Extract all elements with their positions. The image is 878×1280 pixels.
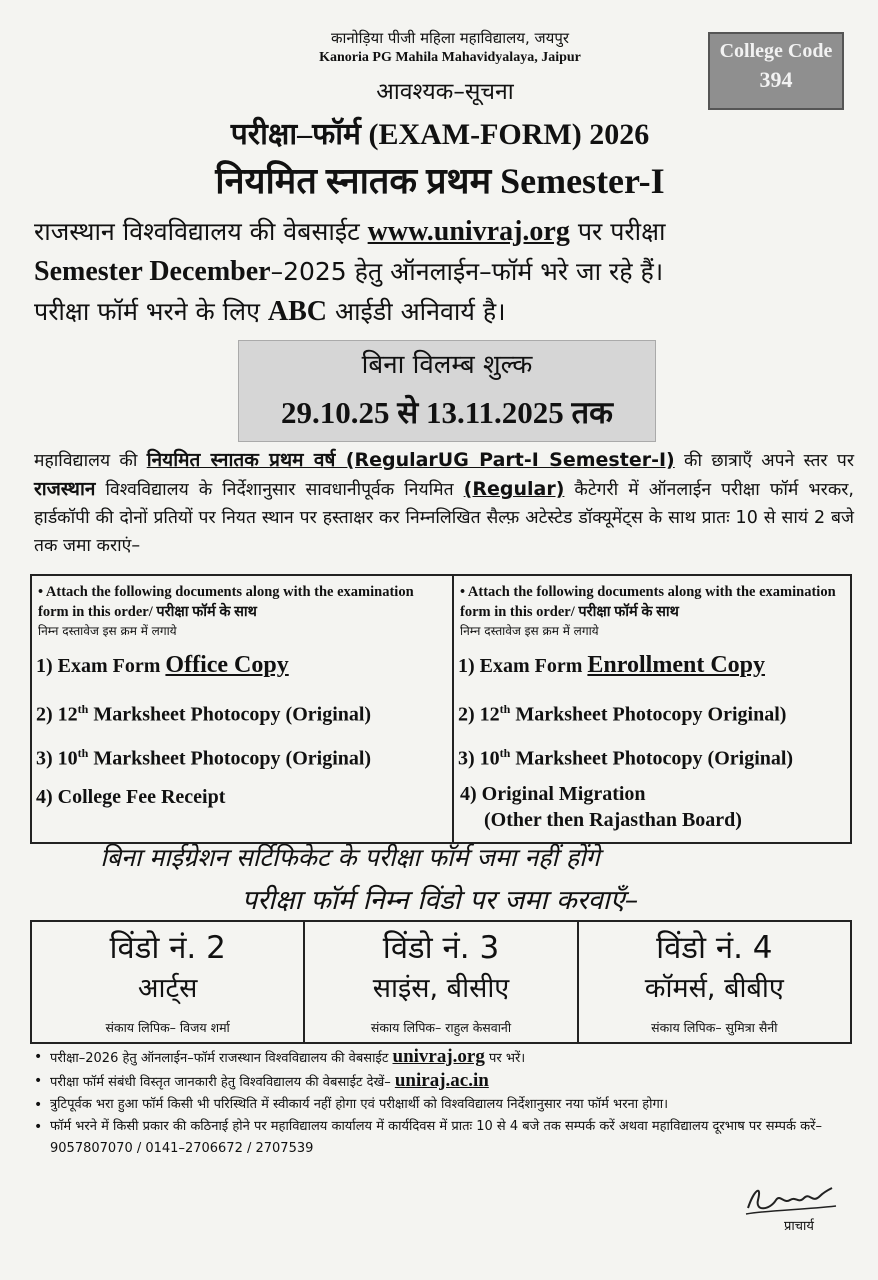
notice-heading: आवश्यक–सूचना	[376, 79, 514, 105]
bullet-icon: •	[34, 1119, 43, 1135]
window-number: विंडो नं. 2	[109, 930, 226, 966]
note-text-part: परीक्षा फॉर्म संबंधी विस्तृत जानकारी हेतु विश्वविद्यालय की वेबसाईट देखें–	[50, 1075, 395, 1090]
intro-text: आईडी अनिवार्य है।	[327, 297, 506, 326]
fee-box	[238, 340, 656, 442]
bullet-icon: •	[34, 1049, 43, 1065]
document-item-text: 3) 10	[36, 747, 78, 770]
document-item	[32, 645, 452, 689]
documents-intro-text: Attach the following documents along with the examination form in this order/ परीक्षा फॉर्म के साथ	[460, 584, 836, 620]
note-text: फॉर्म भरने में किसी प्रकार की कठिनाई होने पर महाविद्यालय कार्यालय में कार्यदिवस में प्रातः 10 से 4 बजे तक सम्पर्क करें अथवा महाविद्यालय दूरभाष पर सम्पर्क करें– 9057807070 / 0141–2706672 / 2707539	[50, 1119, 822, 1156]
principal-signature	[740, 1170, 840, 1220]
college-name-english: Kanoria PG Mahila Mahavidyalaya, Jaipur	[319, 50, 581, 65]
documents-intro-hindi: निम्न दस्तावेज इस क्रम में लगाये	[460, 624, 599, 638]
instruction-text: विश्वविद्यालय के निर्देशानुसार सावधानीपूर्वक नियमित	[95, 480, 464, 500]
document-item-text: Marksheet Photocopy (Original)	[88, 747, 372, 770]
windows-table	[30, 920, 852, 1044]
document-item-text: 2) 12	[36, 703, 78, 726]
note-text-part: पर भरें।	[484, 1051, 526, 1066]
document-item	[454, 689, 850, 733]
window-cell	[579, 922, 850, 1042]
college-code-title: College Code	[719, 40, 833, 62]
document-item-text: 1) Exam Form	[36, 655, 166, 677]
document-item	[32, 689, 452, 733]
document-item-text: Marksheet Photocopy (Original)	[510, 747, 794, 770]
college-code-box	[708, 32, 844, 110]
documents-intro-text: Attach the following documents along with the examination form in this order/ परीक्षा फॉर्म के साथ	[38, 584, 414, 620]
bullet-icon: •	[34, 1073, 43, 1089]
migration-note: बिना माईग्रेशन सर्टिफिकेट के परीक्षा फॉर्म जमा नहीं होंगे	[100, 843, 600, 872]
document-item-text: (Other then Rajasthan Board)	[484, 809, 742, 831]
window-faculty: कॉमर्स, बीबीए	[644, 973, 784, 1004]
intro-text: –2025 हेतु ऑनलाईन–फॉर्म भरे जा रहे हैं।	[270, 257, 664, 286]
instructions-paragraph	[34, 446, 854, 560]
college-code-value: 394	[759, 67, 793, 92]
semester-december: Semester December	[34, 256, 271, 287]
window-cell	[32, 922, 305, 1042]
note-text	[50, 1070, 489, 1094]
document-item	[454, 777, 850, 833]
note-text-part: परीक्षा–2026 हेतु ऑनलाईन–फॉर्म राजस्थान विश्वविद्यालय की वेबसाईट	[50, 1051, 393, 1066]
window-header: परीक्षा फॉर्म निम्न विंडो पर जमा करवाएँ–	[241, 885, 639, 916]
instruction-text: की छात्राएँ अपने स्तर पर	[674, 451, 854, 471]
note-item	[34, 1094, 854, 1116]
documents-intro-hindi: निम्न दस्तावेज इस क्रम में लगाये	[38, 624, 177, 638]
semester-title: नियमित स्नातक प्रथम Semester-I	[215, 161, 665, 201]
documents-column-office	[32, 576, 454, 842]
ordinal-suffix: th	[77, 702, 89, 716]
notes-list	[34, 1046, 854, 1160]
document-item-text: 2) 12	[458, 703, 500, 726]
document-item	[32, 733, 452, 777]
documents-column-enrollment	[454, 576, 850, 842]
documents-intro: • Attach the following documents along with the examination form in this order/ परीक्षा फॉर्म के साथ	[38, 584, 414, 620]
documents-intro: • Attach the following documents along with the examination form in this order/ परीक्षा फॉर्म के साथ	[460, 584, 836, 620]
window-clerk: संकाय लिपिक– सुमित्रा सैनी	[651, 1020, 778, 1035]
document-item: 4) College Fee Receipt	[36, 786, 226, 808]
intro-text: परीक्षा फॉर्म भरने के लिए	[34, 297, 268, 326]
uniraj-link[interactable]: uniraj.ac.in	[394, 1070, 489, 1091]
instruction-text: महाविद्यालय की	[34, 451, 147, 471]
instruction-text: कैटेगरी में ऑनलाईन परीक्षा फॉर्म भरकर, हार्डकॉपी की दोनों प्रतियों पर नियत स्थान पर हस्ताक्षर कर निम्नलिखित सैल्फ़ अटेस्टेड डॉक्यूमेंट्स के साथ प्रातः 10 से सायं 2 बजे तक जमा कराएं–	[34, 480, 854, 556]
window-clerk: संकाय लिपिक– राहुल केसवानी	[370, 1020, 512, 1035]
fee-title: बिना विलम्ब शुल्क	[361, 350, 533, 380]
document-item-text: 3) 10	[458, 747, 500, 770]
fee-dates: 29.10.25 से 13.11.2025 तक	[281, 395, 613, 430]
intro-paragraph	[34, 212, 854, 332]
enrollment-copy-label: Enrollment Copy	[587, 652, 765, 678]
documents-table	[30, 574, 852, 844]
document-item-text: 4) Original Migration	[460, 783, 646, 805]
abc-label: ABC	[267, 296, 327, 327]
document-item-text: 1) Exam Form	[458, 655, 588, 677]
window-number: विंडो नं. 4	[656, 930, 773, 966]
note-text	[50, 1046, 525, 1070]
rajasthan-word: राजस्थान	[34, 478, 96, 500]
bullet-icon: •	[34, 1097, 43, 1113]
intro-text: राजस्थान विश्वविद्यालय की वेबसाईट	[34, 217, 368, 246]
window-clerk: संकाय लिपिक– विजय शर्मा	[105, 1020, 230, 1035]
document-item-text: Marksheet Photocopy Original)	[510, 703, 787, 726]
ordinal-suffix: th	[77, 746, 89, 760]
program-name: नियमित स्नातक प्रथम वर्ष (RegularUG Part-I Semester-I)	[146, 449, 675, 471]
office-copy-label: Office Copy	[165, 652, 289, 678]
document-item-text: Marksheet Photocopy (Original)	[88, 703, 372, 726]
note-item	[34, 1046, 854, 1070]
window-cell	[305, 922, 578, 1042]
college-name-hindi: कानोड़िया पीजी महिला महाविद्यालय, जयपुर	[331, 29, 569, 47]
univraj-short-link[interactable]: univraj.org	[392, 1046, 485, 1067]
note-item	[34, 1070, 854, 1094]
document-item	[454, 645, 850, 689]
note-text: त्रुटिपूर्वक भरा हुआ फॉर्म किसी भी परिस्थिति में स्वीकार्य नहीं होगा एवं परीक्षार्थी को विश्वविद्यालय निर्देशानुसार नया फॉर्म भरना होगा।	[50, 1097, 669, 1112]
regular-category: (Regular)	[463, 478, 565, 500]
window-faculty: साइंस, बीसीए	[372, 973, 510, 1004]
ordinal-suffix: th	[499, 702, 511, 716]
univraj-link[interactable]: www.univraj.org	[367, 216, 570, 247]
exam-form-title: परीक्षा–फॉर्म (EXAM-FORM) 2026	[230, 118, 650, 151]
ordinal-suffix: th	[499, 746, 511, 760]
principal-label: प्राचार्य	[784, 1219, 814, 1234]
note-item	[34, 1116, 854, 1160]
window-number: विंडो नं. 3	[382, 930, 500, 966]
window-faculty: आर्ट्स	[137, 973, 198, 1004]
intro-text: पर परीक्षा	[569, 217, 666, 246]
document-item	[454, 733, 850, 777]
